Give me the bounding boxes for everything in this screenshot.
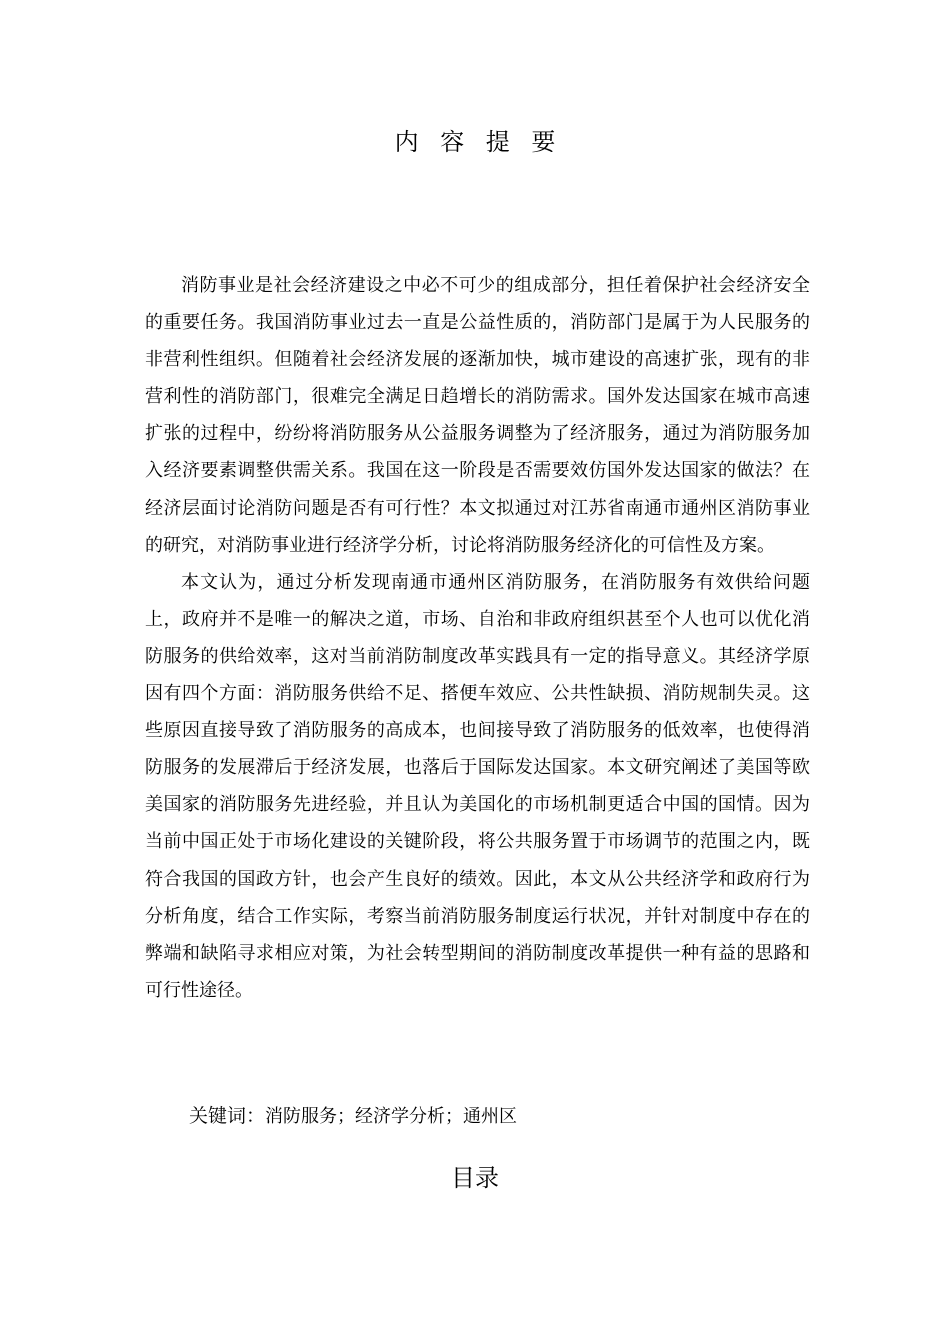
- abstract-paragraph-2: 本文认为，通过分析发现南通市通州区消防服务，在消防服务有效供给问题上，政府并不是唯一的解决之道，市场、自治和非政府组织甚至个人也可以优化消防服务的供给效率，这对当前消防制度改革实践具有一定的指导意义。其经济学原因有四个方面：消防服务供给不足、搭便车效应、公共性缺损、消防规制失灵。这些原因直接导致了消防服务的高成本，也间接导致了消防服务的低效率，也使得消防服务的发展滞后于经济发展，也落后于国际发达国家。本文研究阐述了美国等欧美国家的消防服务先进经验，并且认为美国化的市场机制更适合中国的国情。因为当前中国正处于市场化建设的关键阶段，将公共服务置于市场调节的范围之内，既符合我国的国政方针，也会产生良好的绩效。因此，本文从公共经济学和政府行为分析角度，结合工作实际，考察当前消防服务制度运行状况，并针对制度中存在的弊端和缺陷寻求相应对策，为社会转型期间的消防制度改革提供一种有益的思路和可行性途径。: [145, 571, 810, 1001]
- abstract-title: 内容提要: [394, 128, 577, 156]
- keywords-label: 关键词：: [189, 1105, 266, 1127]
- keywords-line: [189, 1101, 517, 1132]
- toc-heading: 目录: [451, 1164, 499, 1192]
- abstract-body: [145, 267, 810, 1009]
- keywords-text: 消防服务；经济学分析；通州区: [265, 1106, 518, 1127]
- abstract-paragraph-1: 消防事业是社会经济建设之中必不可少的组成部分，担任着保护社会经济安全的重要任务。我国消防事业过去一直是公益性质的，消防部门是属于为人民服务的非营利性组织。但随着社会经济发展的逐渐加快，城市建设的高速扩张，现有的非营利性的消防部门，很难完全满足日趋增长的消防需求。国外发达国家在城市高速扩张的过程中，纷纷将消防服务从公益服务调整为了经济服务，通过为消防服务加入经济要素调整供需关系。我国在这一阶段是否需要效仿国外发达国家的做法？在经济层面讨论消防问题是否有可行性？本文拟通过对江苏省南通市通州区消防事业的研究，对消防事业进行经济学分析，讨论将消防服务经济化的可信性及方案。: [145, 275, 810, 556]
